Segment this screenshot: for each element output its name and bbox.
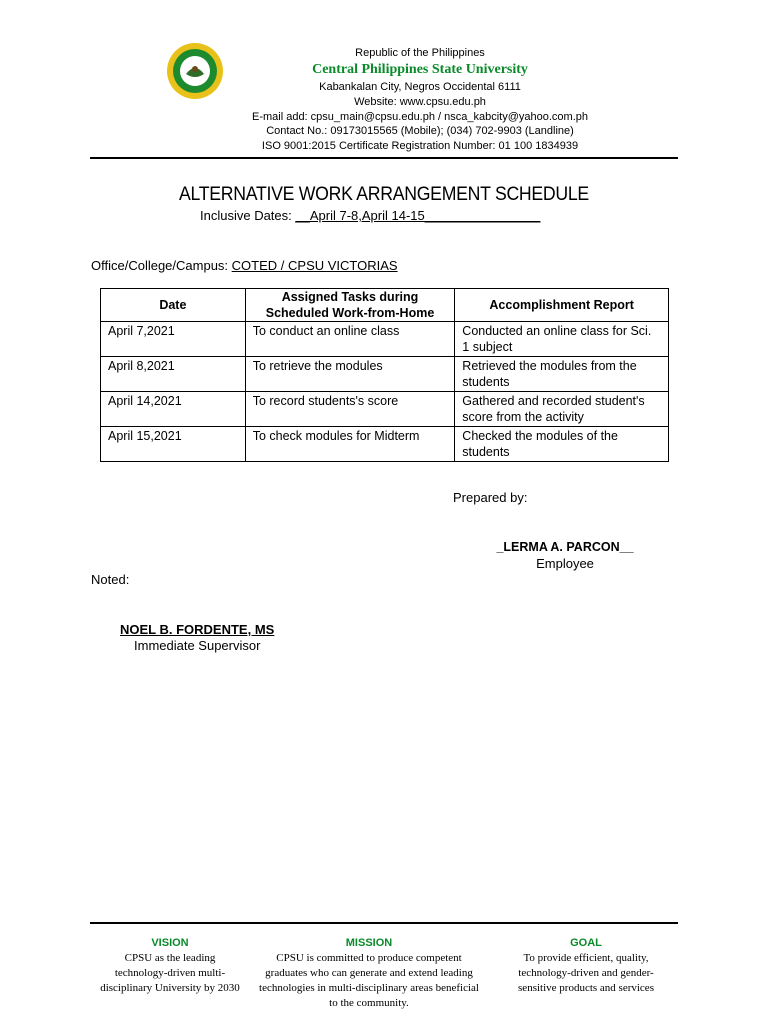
header-date: Date [101,289,246,322]
table-row [101,427,669,462]
row-date: April 7,2021 [101,322,246,357]
office-value: COTED / CPSU VICTORIAS [231,258,398,273]
country-line: Republic of the Philippines [355,47,485,59]
row-task: To conduct an online class [245,322,455,357]
supervisor-role: Immediate Supervisor [134,638,261,653]
row-date: April 8,2021 [101,357,246,392]
goal-heading: GOAL [570,937,602,949]
university-website: Website: www.cpsu.edu.ph [354,96,486,108]
table-row [101,357,669,392]
schedule-table [100,288,669,462]
office-line [91,258,398,273]
row-task: To check modules for Midterm [245,427,455,462]
row-date: April 15,2021 [101,427,246,462]
header-assigned-tasks: Assigned Tasks during Scheduled Work-from-Home [245,289,455,322]
inclusive-dates-value: __April 7-8,April 14-15________________ [295,208,541,223]
university-contact: Contact No.: 09173015565 (Mobile); (034) 702-9903 (Landline) [266,125,574,137]
inclusive-dates [200,208,540,223]
table-row [101,322,669,357]
prepared-by-label: Prepared by: [453,490,528,505]
table-row [101,392,669,427]
university-name: Central Philippines State University [312,62,528,77]
vision-block [98,936,242,996]
university-email: E-mail add: cpsu_main@cpsu.edu.ph / nsca_kabcity@yahoo.com.ph [251,111,588,123]
row-report: Retrieved the modules from the students [455,357,669,392]
mission-text: CPSU is committed to produce competent graduates who can generate and extend leading technologies in multi-disciplinary areas beneficial to the community. [259,952,479,1009]
header-accomplishment: Accomplishment Report [455,289,669,322]
document-title: ALTERNATIVE WORK ARRANGEMENT SCHEDULE [179,184,589,205]
employee-name: _LERMA A. PARCON__ [496,540,634,554]
row-report: Gathered and recorded student's score from the activity [455,392,669,427]
supervisor-name: NOEL B. FORDENTE, MS [120,622,275,637]
iso-certificate: ISO 9001:2015 Certificate Registration Number: 01 100 1834939 [261,140,579,152]
office-label: Office/College/Campus: [91,258,229,273]
noted-label: Noted: [91,572,130,587]
vision-text: CPSU as the leading technology-driven multi-disciplinary University by 2030 [100,952,240,994]
row-task: To record students's score [245,392,455,427]
mission-heading: MISSION [345,937,393,949]
row-report: Conducted an online class for Sci. 1 subject [455,322,669,357]
mission-block [258,936,480,1011]
university-address: Kabankalan City, Negros Occidental 6111 [319,81,521,93]
vision-heading: VISION [151,937,189,949]
row-report: Checked the modules of the students [455,427,669,462]
header-divider [90,157,678,159]
row-task: To retrieve the modules [245,357,455,392]
row-date: April 14,2021 [101,392,246,427]
table-header-row [101,289,669,322]
employee-role: Employee [536,556,594,571]
goal-text: To provide efficient, quality, technology-driven and gender-sensitive products and services [518,952,654,994]
footer-divider [90,922,678,924]
goal-block [500,936,672,996]
inclusive-dates-label: Inclusive Dates: [200,208,292,223]
